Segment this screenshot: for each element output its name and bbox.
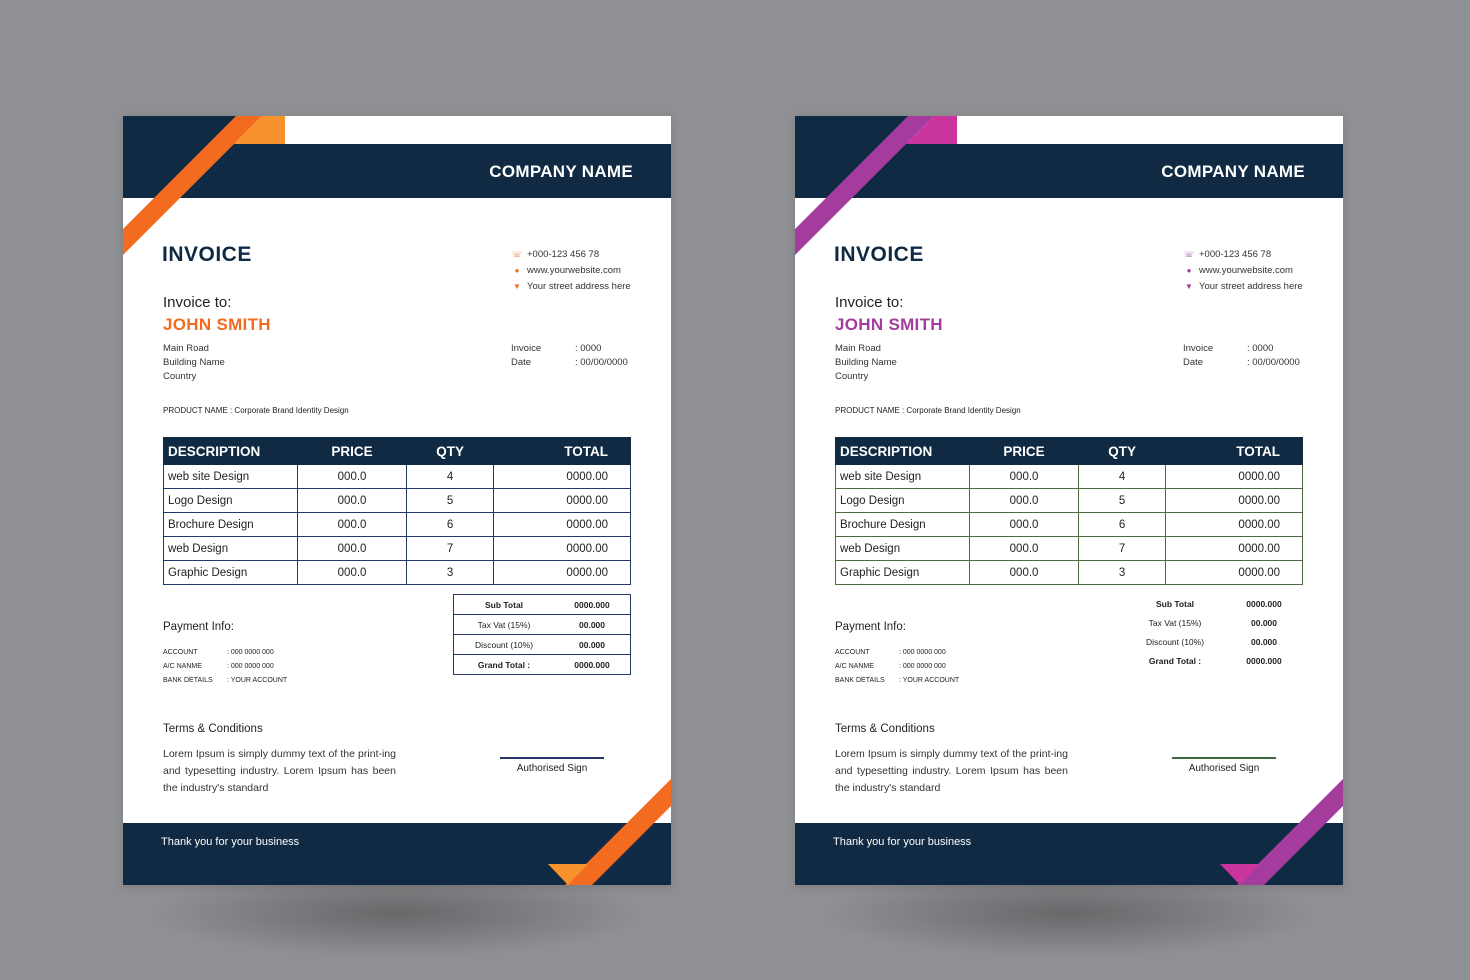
totals-row	[1125, 594, 1303, 613]
signature-line	[1172, 757, 1276, 759]
totals-table	[1125, 594, 1303, 670]
payment-value: : 000 0000 000	[227, 663, 274, 670]
contact-block	[511, 246, 631, 294]
contact-website: www.yourwebsite.com	[1199, 264, 1293, 276]
totals-value: 00.000	[1251, 617, 1277, 628]
table-cell: 0000.00	[494, 537, 631, 561]
table-row	[164, 537, 631, 561]
location-pin-icon: ▼	[1185, 281, 1193, 291]
table-row	[164, 465, 631, 489]
table-cell: 000.0	[298, 489, 407, 513]
terms-title: Terms & Conditions	[163, 723, 263, 735]
payment-title: Payment Info:	[163, 621, 234, 633]
table-header-cell: QTY	[1078, 438, 1166, 465]
totals-row	[1125, 613, 1303, 632]
payment-label: ACCOUNT	[835, 649, 870, 656]
meta-label: Invoice	[511, 343, 542, 354]
table-row	[836, 537, 1303, 561]
payment-info	[835, 646, 959, 688]
globe-icon: ●	[1186, 265, 1192, 275]
table-cell: 0000.00	[494, 513, 631, 537]
client-address-line: Country	[835, 371, 869, 382]
table-cell: 6	[1078, 513, 1166, 537]
client-address-line: Building Name	[163, 357, 225, 368]
table-cell: 000.0	[970, 489, 1079, 513]
meta-value: : 00/00/0000	[575, 357, 628, 368]
table-cell: 000.0	[298, 465, 407, 489]
totals-table	[453, 594, 631, 675]
payment-label: A/C NANME	[835, 663, 874, 670]
totals-row	[454, 655, 631, 675]
table-row	[836, 561, 1303, 585]
meta-value: : 00/00/0000	[1247, 357, 1300, 368]
table-cell: Brochure Design	[836, 513, 970, 537]
client-address-line: Building Name	[835, 357, 897, 368]
items-table	[835, 437, 1303, 585]
contact-website: www.yourwebsite.com	[527, 264, 621, 276]
totals-label: Tax Vat (15%)	[454, 615, 555, 635]
table-cell: 0000.00	[1166, 537, 1303, 561]
totals-label: Sub Total	[454, 595, 555, 615]
totals-label: Tax Vat (15%)	[1148, 617, 1202, 628]
table-row	[836, 465, 1303, 489]
table-cell: 000.0	[970, 465, 1079, 489]
table-cell: Graphic Design	[164, 561, 298, 585]
payment-info	[163, 646, 287, 688]
phone-icon: ☏	[1183, 249, 1194, 259]
table-cell: web Design	[164, 537, 298, 561]
terms-text: Lorem Ipsum is simply dummy text of the print-ing and typesetting industry. Lorem Ipsum has been the industry's standard	[163, 748, 396, 794]
phone-icon: ☏	[511, 249, 522, 259]
table-header-cell: TOTAL	[494, 438, 631, 465]
meta-label: Invoice	[1183, 343, 1214, 354]
table-cell: 000.0	[970, 513, 1079, 537]
client-name: JOHN SMITH	[163, 315, 271, 334]
totals-row	[1125, 632, 1303, 651]
globe-icon: ●	[514, 265, 520, 275]
contact-block	[1183, 246, 1303, 294]
totals-value: 00.000	[554, 635, 631, 655]
contact-phone: +000-123 456 78	[1199, 248, 1272, 260]
totals-label: Grand Total :	[454, 655, 555, 675]
totals-row	[454, 635, 631, 655]
table-cell: 0000.00	[494, 489, 631, 513]
payment-value: : YOUR ACCOUNT	[899, 677, 960, 684]
table-cell: 0000.00	[1166, 489, 1303, 513]
terms-text: Lorem Ipsum is simply dummy text of the print-ing and typesetting industry. Lorem Ipsum has been the industry's standard	[835, 748, 1068, 794]
client-address-line: Main Road	[835, 343, 881, 354]
totals-row	[454, 615, 631, 635]
table-cell: 3	[1078, 561, 1166, 585]
footer-thanks: Thank you for your business	[161, 836, 300, 848]
product-line: PRODUCT NAME : Corporate Brand Identity Design	[163, 406, 349, 415]
table-cell: 6	[406, 513, 494, 537]
totals-row	[454, 595, 631, 615]
invoice-title: INVOICE	[162, 243, 252, 266]
client-address-line: Country	[163, 371, 197, 382]
table-header-cell: TOTAL	[1166, 438, 1303, 465]
table-row	[836, 489, 1303, 513]
table-cell: 000.0	[298, 513, 407, 537]
signature-label: Authorised Sign	[1188, 763, 1260, 774]
totals-label: Discount (10%)	[454, 635, 555, 655]
table-header-cell: QTY	[406, 438, 494, 465]
table-header-cell: PRICE	[970, 438, 1079, 465]
payment-value: : 000 0000 000	[899, 649, 946, 656]
table-cell: 0000.00	[1166, 561, 1303, 585]
client-address	[835, 342, 897, 384]
table-header-cell: PRICE	[298, 438, 407, 465]
items-table	[163, 437, 631, 585]
totals-label: Grand Total :	[1148, 655, 1202, 666]
table-cell: Logo Design	[836, 489, 970, 513]
table-cell: Graphic Design	[836, 561, 970, 585]
payment-label: ACCOUNT	[163, 649, 198, 656]
meta-label: Date	[511, 357, 532, 368]
table-cell: Logo Design	[164, 489, 298, 513]
payment-label: BANK DETAILS	[163, 677, 213, 684]
totals-value: 0000.000	[554, 655, 631, 675]
payment-value: : 000 0000 000	[227, 649, 274, 656]
table-cell: web Design	[836, 537, 970, 561]
client-address	[163, 342, 225, 384]
client-name: JOHN SMITH	[835, 315, 943, 334]
signature-line	[500, 757, 604, 759]
company-name: COMPANY NAME	[1161, 162, 1305, 181]
totals-row	[1125, 651, 1303, 670]
client-address-line: Main Road	[163, 343, 209, 354]
table-cell: 000.0	[970, 537, 1079, 561]
table-cell: 0000.00	[494, 465, 631, 489]
invoice-meta	[1183, 342, 1300, 370]
totals-value: 0000.000	[1246, 655, 1282, 666]
table-cell: 7	[406, 537, 494, 561]
meta-value: : 0000	[1247, 343, 1274, 354]
table-header-cell: DESCRIPTION	[836, 438, 970, 465]
contact-address: Your street address here	[1199, 280, 1303, 292]
payment-label: BANK DETAILS	[835, 677, 885, 684]
invoice-title: INVOICE	[834, 243, 924, 266]
totals-value: 00.000	[1251, 636, 1277, 647]
table-cell: web site Design	[836, 465, 970, 489]
payment-value: : 000 0000 000	[899, 663, 946, 670]
table-cell: 4	[406, 465, 494, 489]
invoice-to-label: Invoice to:	[835, 294, 904, 311]
table-cell: 000.0	[298, 561, 407, 585]
totals-value: 00.000	[554, 615, 631, 635]
table-cell: 7	[1078, 537, 1166, 561]
totals-value: 0000.000	[554, 595, 631, 615]
meta-value: : 0000	[575, 343, 602, 354]
table-cell: 000.0	[970, 561, 1079, 585]
invoice-page-right	[795, 116, 1343, 885]
table-cell: 0000.00	[1166, 513, 1303, 537]
invoice-meta	[511, 342, 628, 370]
table-cell: 0000.00	[1166, 465, 1303, 489]
signature-label: Authorised Sign	[516, 763, 588, 774]
table-cell: Brochure Design	[164, 513, 298, 537]
table-cell: 000.0	[298, 537, 407, 561]
table-cell: 4	[1078, 465, 1166, 489]
contact-address: Your street address here	[527, 280, 631, 292]
table-cell: 5	[1078, 489, 1166, 513]
table-cell: web site Design	[164, 465, 298, 489]
location-pin-icon: ▼	[513, 281, 521, 291]
footer-thanks: Thank you for your business	[833, 836, 972, 848]
contact-phone: +000-123 456 78	[527, 248, 600, 260]
invoice-to-label: Invoice to:	[163, 294, 232, 311]
invoice-page-left	[123, 116, 671, 885]
payment-value: : YOUR ACCOUNT	[227, 677, 288, 684]
table-row	[164, 561, 631, 585]
table-row	[836, 513, 1303, 537]
meta-label: Date	[1183, 357, 1204, 368]
table-cell: 0000.00	[494, 561, 631, 585]
payment-title: Payment Info:	[835, 621, 906, 633]
totals-value: 0000.000	[1246, 598, 1282, 609]
table-header-cell: DESCRIPTION	[164, 438, 298, 465]
company-name: COMPANY NAME	[489, 162, 633, 181]
table-row	[164, 513, 631, 537]
totals-label: Sub Total	[1155, 598, 1195, 609]
payment-label: A/C NANME	[163, 663, 202, 670]
terms-title: Terms & Conditions	[835, 723, 935, 735]
table-cell: 3	[406, 561, 494, 585]
table-cell: 5	[406, 489, 494, 513]
totals-label: Discount (10%)	[1145, 636, 1205, 647]
table-row	[164, 489, 631, 513]
product-line: PRODUCT NAME : Corporate Brand Identity Design	[835, 406, 1021, 415]
